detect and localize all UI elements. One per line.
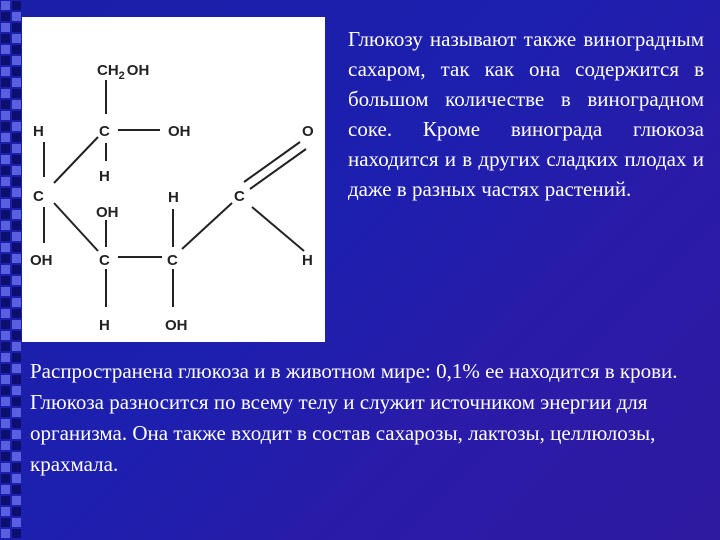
strip-square — [1, 463, 10, 472]
strip-square — [1, 331, 10, 340]
strip-square — [12, 320, 21, 329]
strip-square — [1, 199, 10, 208]
strip-square — [12, 1, 21, 10]
strip-square — [1, 507, 10, 516]
strip-square — [12, 507, 21, 516]
strip-square — [1, 221, 10, 230]
bond-c-o-double-1 — [244, 142, 300, 182]
strip-square — [1, 144, 10, 153]
strip-square — [1, 78, 10, 87]
atom-o: O — [302, 123, 314, 140]
strip-square — [12, 23, 21, 32]
atom-oh: OH — [165, 317, 188, 334]
strip-square — [12, 518, 21, 527]
strip-square — [1, 12, 10, 21]
strip-square — [12, 276, 21, 285]
atom-h: H — [99, 168, 110, 185]
atom-c: C — [99, 123, 110, 140]
bond-c-c-lower — [54, 203, 98, 251]
strip-square — [1, 474, 10, 483]
strip-square — [1, 232, 10, 241]
strip-square — [12, 441, 21, 450]
atom-h: H — [33, 123, 44, 140]
strip-square — [1, 309, 10, 318]
strip-square — [12, 496, 21, 505]
atom-h: H — [168, 189, 179, 206]
bond-c-c-left — [54, 137, 98, 183]
strip-square — [12, 56, 21, 65]
strip-square — [12, 419, 21, 428]
strip-square — [12, 397, 21, 406]
strip-square — [12, 353, 21, 362]
atom-c: C — [33, 188, 44, 205]
strip-square — [1, 452, 10, 461]
bond-c-h-right — [252, 207, 304, 251]
strip-square — [1, 496, 10, 505]
strip-square — [12, 166, 21, 175]
strip-square — [1, 353, 10, 362]
strip-square — [1, 254, 10, 263]
decorative-square-strip — [0, 0, 22, 540]
formula-diagram — [22, 17, 325, 342]
strip-square — [1, 408, 10, 417]
bond-c-o-double-2 — [250, 149, 306, 189]
strip-square — [12, 144, 21, 153]
strip-square — [12, 188, 21, 197]
strip-square — [12, 485, 21, 494]
glucose-description-text: Глюкозу называют также виноградным сахаром, так как она содержится в большом количестве в виноградном соке. Кроме винограда глюкоза находится и в других сладких плодах и даже в разных частях растений. — [348, 27, 704, 201]
strip-square — [1, 34, 10, 43]
strip-square — [1, 177, 10, 186]
strip-square — [1, 111, 10, 120]
strip-square — [12, 122, 21, 131]
strip-square — [1, 243, 10, 252]
glucose-distribution-text: Распространена глюкоза и в животном мире: 0,1% ее находится в крови. Глюкоза разносится по всему телу и служит источником энергии для организма. Она также входит в состав сахарозы, лактозы, целлюлозы, крахмала. — [30, 359, 678, 476]
strip-square — [12, 199, 21, 208]
strip-square — [1, 45, 10, 54]
strip-square — [1, 1, 10, 10]
strip-square — [1, 133, 10, 142]
strip-square — [1, 23, 10, 32]
strip-square — [12, 67, 21, 76]
strip-square — [12, 133, 21, 142]
strip-square — [12, 89, 21, 98]
strip-square — [1, 155, 10, 164]
strip-square — [1, 386, 10, 395]
strip-square — [1, 166, 10, 175]
strip-square — [1, 397, 10, 406]
strip-square — [1, 188, 10, 197]
strip-square — [1, 210, 10, 219]
strip-square — [12, 111, 21, 120]
strip-square — [12, 386, 21, 395]
strip-square — [12, 155, 21, 164]
strip-square — [1, 529, 10, 538]
strip-square — [1, 364, 10, 373]
strip-square — [12, 364, 21, 373]
glucose-structural-formula — [22, 17, 325, 342]
strip-square — [12, 430, 21, 439]
strip-square — [12, 243, 21, 252]
strip-square — [12, 474, 21, 483]
strip-square — [1, 67, 10, 76]
strip-square — [12, 408, 21, 417]
strip-square — [12, 34, 21, 43]
atom-h: H — [99, 317, 110, 334]
strip-square — [1, 287, 10, 296]
strip-square — [1, 100, 10, 109]
strip-square — [1, 518, 10, 527]
atom-h: H — [302, 252, 313, 269]
strip-square — [1, 375, 10, 384]
atom-c: C — [234, 188, 245, 205]
strip-square — [12, 232, 21, 241]
strip-square — [12, 287, 21, 296]
strip-square — [1, 441, 10, 450]
strip-square — [12, 309, 21, 318]
strip-square — [12, 45, 21, 54]
strip-square — [12, 177, 21, 186]
strip-square — [1, 265, 10, 274]
strip-square — [1, 276, 10, 285]
atom-oh: OH — [168, 123, 191, 140]
strip-square — [1, 298, 10, 307]
atom-c: C — [167, 252, 178, 269]
strip-square — [12, 529, 21, 538]
strip-square — [12, 12, 21, 21]
bond-c-c-right — [182, 203, 232, 249]
strip-square — [1, 430, 10, 439]
atom-c: C — [99, 252, 110, 269]
strip-square — [12, 78, 21, 87]
strip-square — [12, 452, 21, 461]
strip-square — [12, 342, 21, 351]
strip-square — [1, 89, 10, 98]
strip-square — [1, 419, 10, 428]
strip-square — [12, 463, 21, 472]
strip-square — [12, 375, 21, 384]
strip-square — [12, 298, 21, 307]
strip-square — [1, 342, 10, 351]
strip-square — [12, 254, 21, 263]
strip-square — [12, 265, 21, 274]
strip-square — [12, 210, 21, 219]
strip-square — [1, 56, 10, 65]
atom-oh: OH — [96, 204, 119, 221]
strip-square — [1, 485, 10, 494]
atom-ch2oh: $CH_2$ OH — [97, 62, 150, 82]
strip-square — [12, 331, 21, 340]
strip-square — [12, 100, 21, 109]
atom-oh: OH — [30, 252, 53, 269]
strip-square — [1, 320, 10, 329]
strip-square — [1, 122, 10, 131]
strip-square — [12, 221, 21, 230]
